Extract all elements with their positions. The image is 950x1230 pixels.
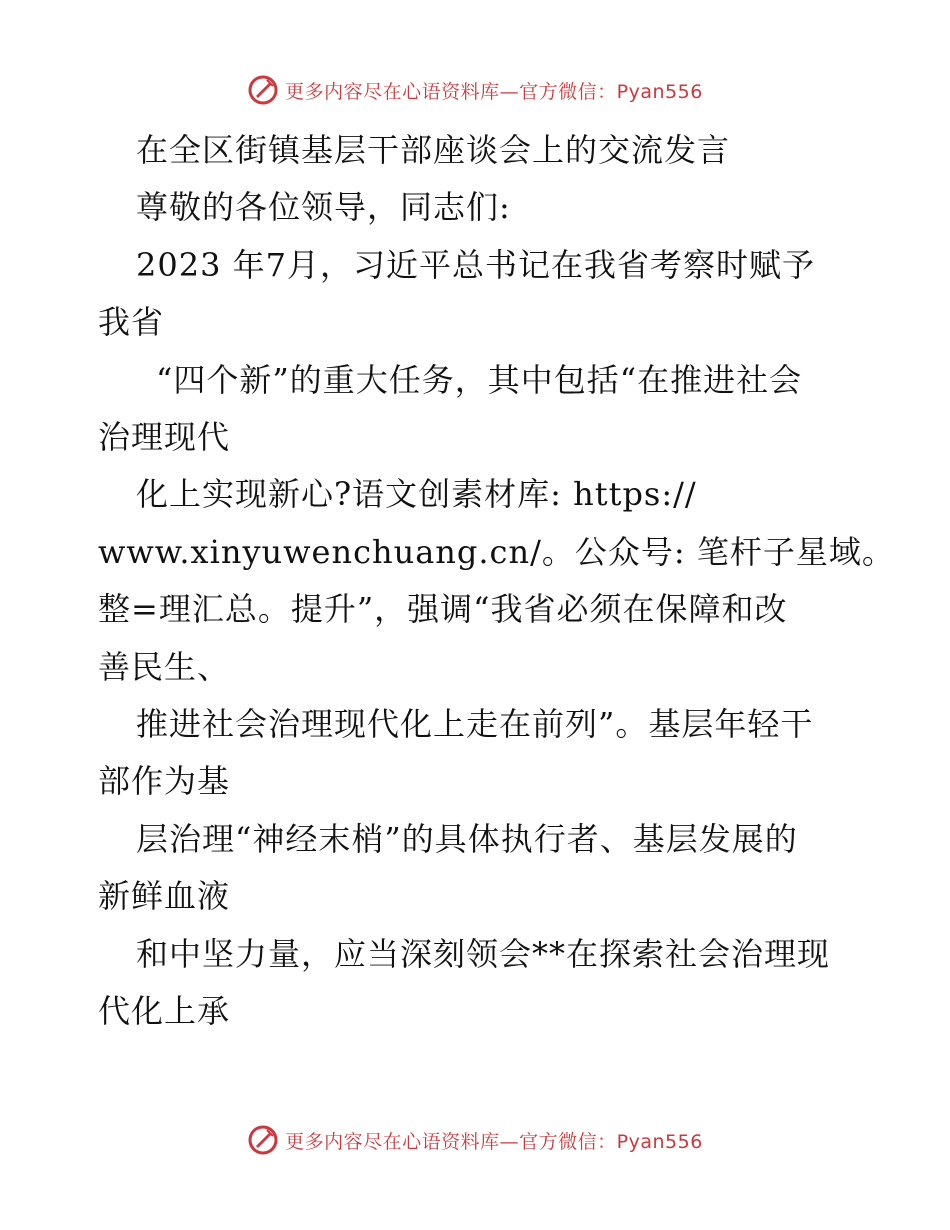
paragraph-line: 2023 年7月，习近平总书记在我省考察时赋予 bbox=[136, 245, 815, 284]
paragraph-line: 治理现代 bbox=[98, 418, 231, 457]
paragraph-line: 新鲜血液 bbox=[98, 877, 231, 916]
paragraph-line: “四个新”的重大任务，其中包括“在推进社会 bbox=[156, 360, 803, 399]
quill-pen-seal-icon bbox=[247, 1124, 279, 1156]
paragraph-line: 善民生、 bbox=[98, 647, 231, 686]
paragraph-line: 部作为基 bbox=[98, 762, 231, 801]
document-body bbox=[98, 122, 895, 1041]
paragraph-line: 化上实现新心?语文创素材库: https:// bbox=[136, 475, 697, 514]
watermark-text: 更多内容尽在心语资料库—官方微信：Pyan556 bbox=[285, 1130, 703, 1153]
paragraph-line: 整=理汇总。提升”，强调“我省必须在保障和改 bbox=[98, 590, 788, 629]
salutation: 尊敬的各位领导，同志们: bbox=[136, 188, 511, 227]
paragraph-line: 层治理“神经末梢”的具体执行者、基层发展的 bbox=[136, 819, 798, 858]
footer-watermark bbox=[0, 1122, 950, 1158]
paragraph-line: www.xinyuwenchuang.cn/。公众号: 笔杆子星域。 bbox=[98, 532, 895, 571]
document-title: 在全区街镇基层干部座谈会上的交流发言 bbox=[136, 131, 731, 169]
paragraph-line: 我省 bbox=[98, 303, 165, 342]
watermark-text: 更多内容尽在心语资料库—官方微信：Pyan556 bbox=[285, 80, 703, 103]
header-watermark bbox=[0, 72, 950, 108]
paragraph-line: 推进社会治理现代化上走在前列”。基层年轻干 bbox=[136, 705, 814, 744]
paragraph-line: 和中坚力量，应当深刻领会**在探索社会治理现 bbox=[136, 934, 831, 973]
paragraph-line: 代化上承 bbox=[98, 992, 231, 1031]
quill-pen-seal-icon bbox=[247, 74, 279, 106]
